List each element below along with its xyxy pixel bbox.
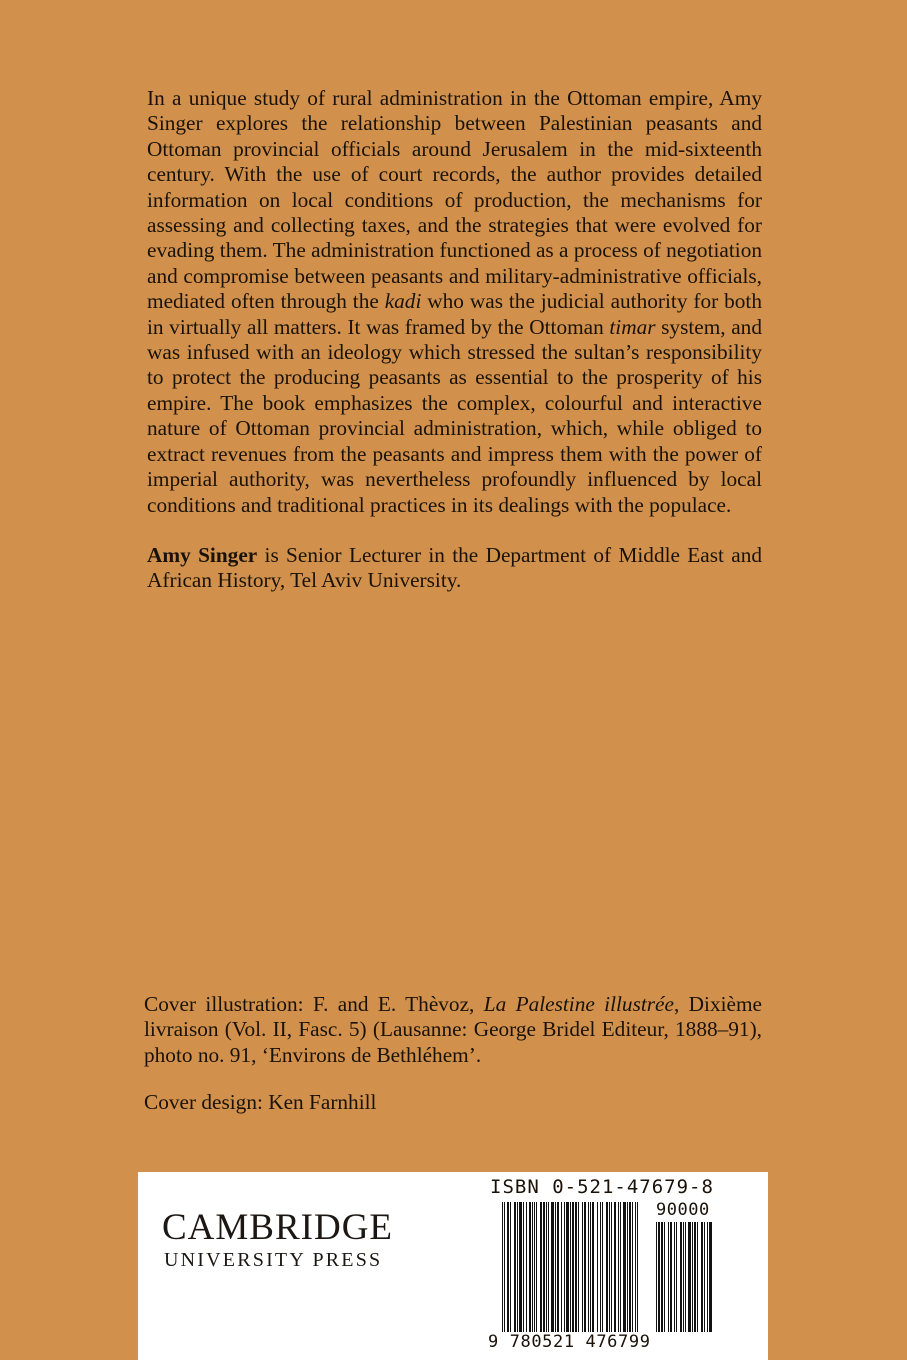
publisher-barcode-panel: [138, 1172, 768, 1360]
ean-digits: 9 780521 476799: [488, 1332, 651, 1352]
publisher-name: CAMBRIDGE: [162, 1207, 394, 1248]
ean-barcode: [502, 1202, 646, 1332]
description-text-3: system, and was infused with an ideology which stressed the sultan’s responsibility to protect the producing peasants as essential to the prosperity of his empire. The book emphasizes the complex, colourful and interactive nature of Ottoman provincial administration, which, while obliged to extract revenues from the peasants and impress them with the power of imperial authority, was nevertheless profoundly influenced by local conditions and traditional practices in its dealings with the populace.: [147, 314, 762, 517]
author-bio: [147, 543, 762, 594]
illustration-credit-text-1: Cover illustration: F. and E. Thèvoz,: [144, 992, 484, 1016]
back-cover-blurb: [147, 86, 762, 594]
description-text-1: In a unique study of rural administration in the Ottoman empire, Amy Singer explores the relationship between Palestinian peasants and Ottoman provincial officials around Jerusalem in the mid-sixteenth century. With the use of court records, the author provides detailed information on local conditions of production, the mechanisms for assessing and collecting taxes, and the strategies that were evolved for evading them. The administration functioned as a process of negotiation and compromise between peasants and military-administrative officials, mediated often through the: [147, 86, 762, 314]
term-kadi: kadi: [384, 289, 422, 314]
addon-barcode: [656, 1222, 742, 1332]
author-bio-text: is Senior Lecturer in the Department of Middle East and African History, Tel Aviv University.: [147, 542, 762, 593]
publisher-logo: [162, 1207, 394, 1274]
design-credit: Cover design: Ken Farnhill: [144, 1090, 377, 1115]
publisher-subname: UNIVERSITY PRESS: [164, 1249, 383, 1271]
description-paragraph: [147, 86, 762, 518]
term-timar: timar: [609, 314, 656, 339]
cover-credits: [144, 992, 762, 1116]
description-text-2: who was the judicial authority for both in virtually all matters. It was framed by the Ottoman: [147, 289, 762, 339]
illustration-credit-text-2: , Dixième livraison (Vol. II, Fasc. 5) (Lausanne: George Bridel Editeur, 1888–91), photo no. 91, ‘Environs de Bethléhem’.: [144, 992, 762, 1067]
illustration-title: La Palestine illustrée: [483, 992, 674, 1016]
price-addon-code: 90000: [656, 1200, 710, 1220]
illustration-credit: [144, 992, 762, 1068]
isbn-label: ISBN 0-521-47679-8: [490, 1176, 714, 1198]
author-name: Amy Singer: [147, 542, 258, 567]
